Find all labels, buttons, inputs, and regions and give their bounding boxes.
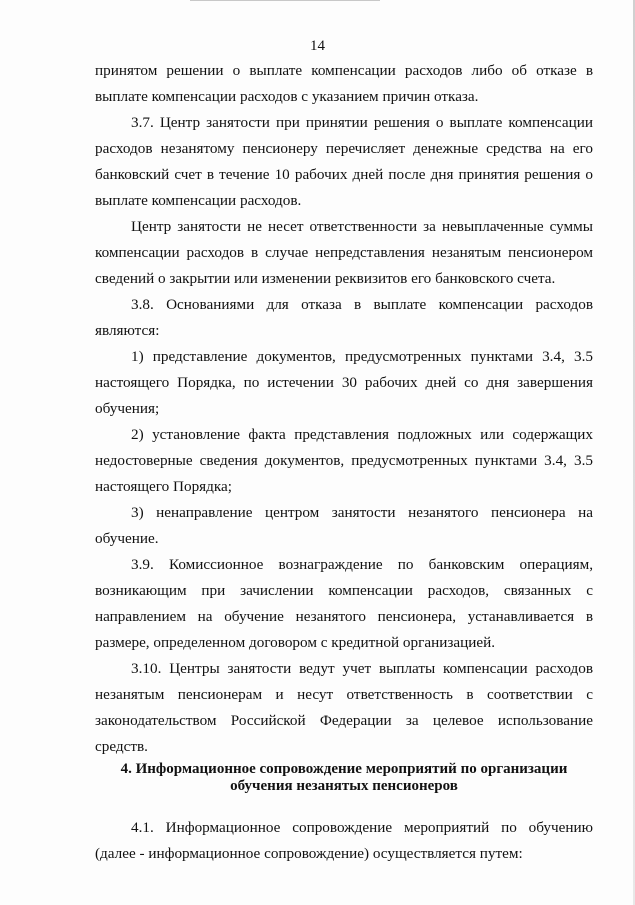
section-heading — [95, 761, 593, 795]
paragraph-3-7: 3.7. Центр занятости при принятии решения о выплате компенсации расходов незанятому пенсионеру перечисляет денежные средства на его банковский счет в течение 10 рабочих дней после дня принятия решения о выплате компенсации расходов. — [95, 114, 593, 209]
paragraph-continuation: принятом решении о выплате компенсации расходов либо об отказе в выплате компенсации расходов с указанием причин отказа. — [95, 62, 593, 105]
paragraph-liability: Центр занятости не несет ответственности за невыплаченные суммы компенсации расходов в случае непредставления незанятым пенсионером сведений о закрытии или изменении реквизитов его банковского счета. — [95, 218, 593, 287]
list-item-1: 1) представление документов, предусмотренных пунктами 3.4, 3.5 настоящего Порядка, по истечении 30 рабочих дней со дня завершения обучения; — [95, 348, 593, 417]
section-heading-line-1: 4. Информационное сопровождение мероприятий по организации — [120, 761, 568, 777]
scan-top-rule — [190, 0, 380, 1]
list-item-2: 2) установление факта представления подложных или содержащих недостоверные сведения документов, предусмотренных пунктами 3.4, 3.5 настоящего Порядка; — [95, 426, 593, 495]
list-item-3: 3) ненаправление центром занятости незанятого пенсионера на обучение. — [95, 504, 593, 547]
heading-spacer — [95, 795, 593, 815]
paragraph-3-8: 3.8. Основаниями для отказа в выплате компенсации расходов являются: — [95, 296, 593, 339]
section-heading-line-2: обучения незанятых пенсионеров — [230, 778, 458, 794]
page-number: 14 — [310, 38, 325, 54]
paragraph-3-10: 3.10. Центры занятости ведут учет выплаты компенсации расходов незанятым пенсионерам и несут ответственность в соответствии с законодательством Российской Федерации за целевое использование средств. — [95, 660, 593, 755]
document-body — [95, 58, 593, 867]
paragraph-3-9: 3.9. Комиссионное вознаграждение по банковским операциям, возникающим при зачислении компенсации расходов, связанных с направлением на обучение незанятого пенсионера, устанавливается в размере, определенном договором с кредитной организацией. — [95, 556, 593, 651]
paragraph-4-1: 4.1. Информационное сопровождение мероприятий по обучению (далее - информационное сопровождение) осуществляется путем: — [95, 819, 593, 862]
